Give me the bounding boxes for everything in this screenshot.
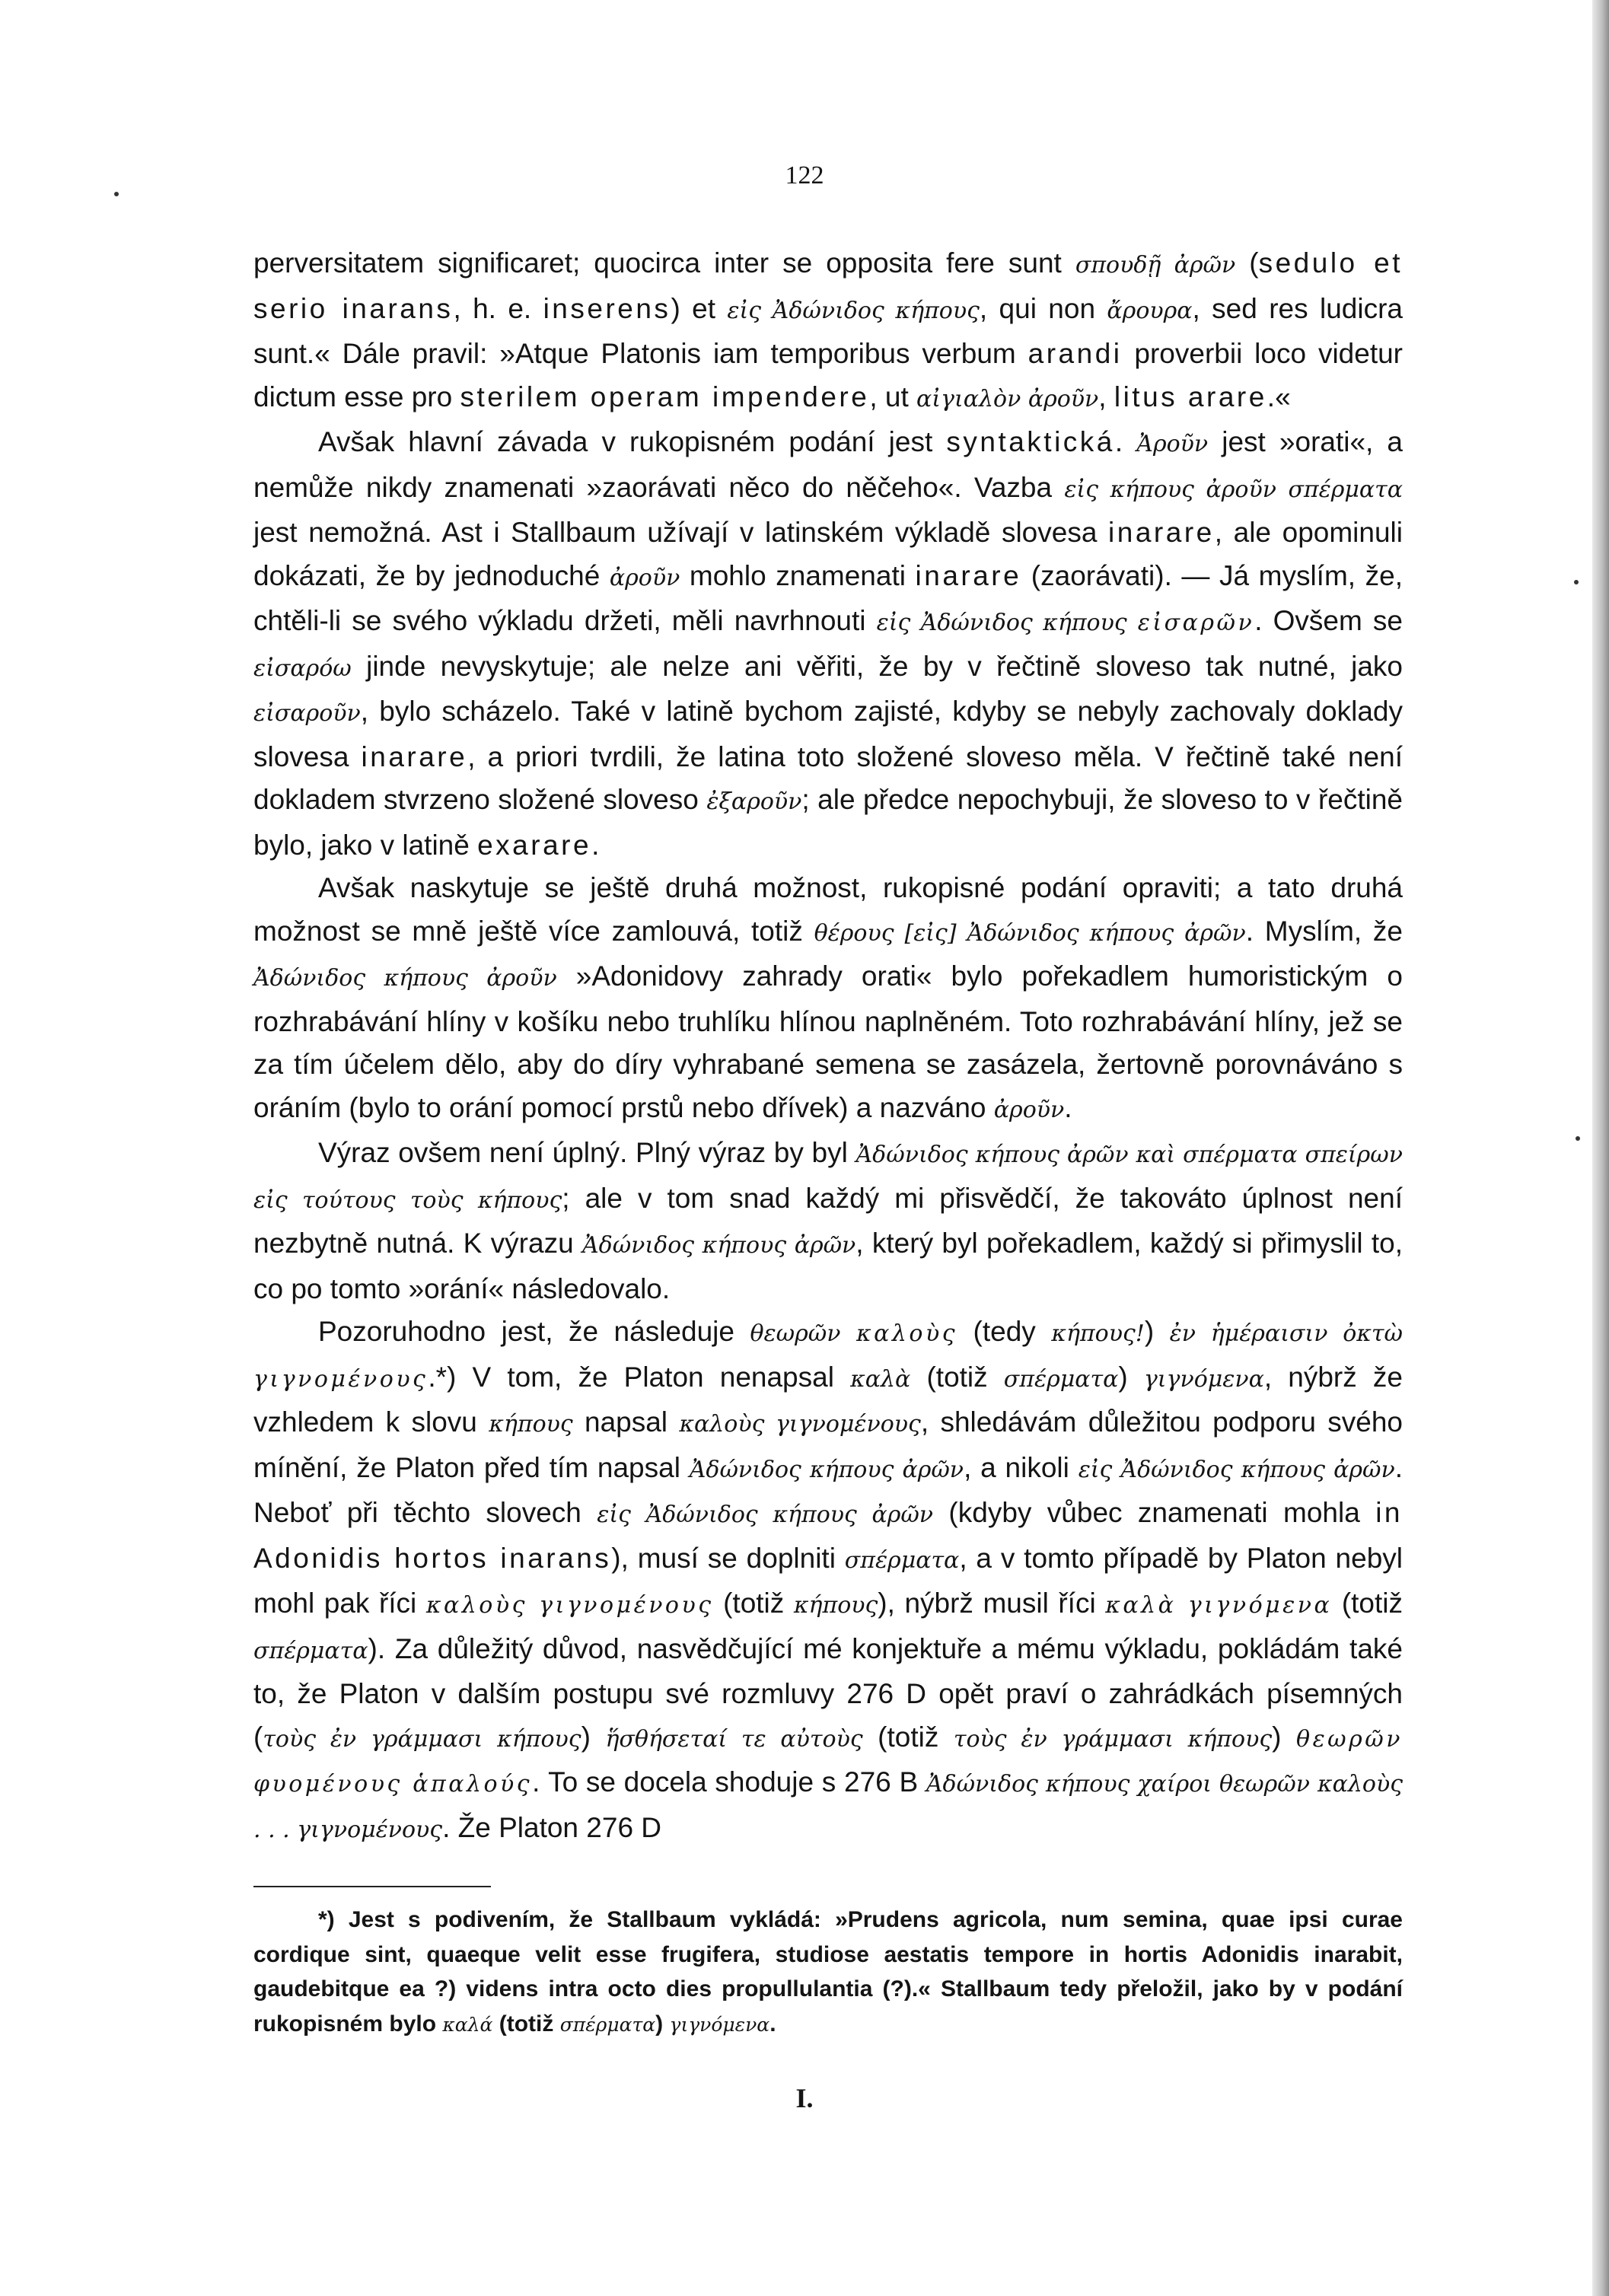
page-number: 122	[785, 161, 824, 189]
paragraph: Avšak hlavní závada v rukopisném podání jest syntaktická. Ἀροῦν jest »orati«, a nemůže nikdy znamenati »zaorávati něco do něčeho«. Vazba εἰς κήπους ἀροῦν σπέρματα jest nemožná. Ast i Stallbaum užívají v latinském výkladě slovesa inarare, ale opominuli dokázati, že by jednoduché ἀροῦν mohlo znamenati inarare (zaorávati). — Já myslím, že, chtěli-li se svého výkladu držeti, měli navrhnouti εἰς Ἀδώνιδος κήπους εἰσαρῶν. Ovšem se εἰσαρόω jinde nevyskytuje; ale nelze ani věřiti, že by v řečtině sloveso tak nutné, jako εἰσαροῦν, bylo scházelo. Také v latině bychom zajisté, kdyby se nebyly zachovaly doklady slovesa inarare, a priori tvrdili, že latina toto složené sloveso měla. V řečtině také není dokladem stvrzeno složené sloveso ἐξαροῦν; ale předce nepochybuji, že sloveso to v řečtině bylo, jako v latině exarare.	[253, 426, 1403, 861]
margin-dot	[114, 192, 119, 196]
footnote-divider	[253, 1886, 491, 1887]
margin-dot	[1574, 580, 1579, 584]
main-text	[253, 242, 1403, 1852]
footnote	[253, 1903, 1403, 2042]
page-edge-shadow	[1592, 0, 1609, 2296]
footnote-text: *) Jest s podivením, že Stallbaum vykládá: »Prudens agricola, num semina, quae ipsi curae cordique sint, quaeque velit esse frugifera, studiose aestatis tempore in hortis Adonidis inarabit, gaudebitque ea ?) videns intra octo dies propullulantia (?).« Stallbaum tedy přeložil, jako by v podání rukopisném bylo καλά (totiž σπέρματα) γιγνόμενα.	[253, 1907, 1403, 2036]
signature-mark: I.	[795, 2083, 814, 2113]
paragraph: perversitatem significaret; quocirca inter se opposita fere sunt σπουδῇ ἀρῶν (sedulo et serio inarans, h. e. inserens) et εἰς Ἀδώνιδος κήπους, qui non ἄρουρα, sed res ludicra sunt.« Dále pravil: »Atque Platonis iam temporibus verbum arandi proverbii loco videtur dictum esse pro sterilem operam impendere, ut αἰγιαλὸν ἀροῦν, litus arare.«	[253, 247, 1403, 412]
margin-dot	[1576, 1136, 1580, 1141]
paragraph: Výraz ovšem není úplný. Plný výraz by byl Ἀδώνιδος κήπους ἀρῶν καὶ σπέρματα σπείρων εἰς τούτους τοὺς κήπους; ale v tom snad každý mi přisvědčí, že takováto úplnost není nezbytně nutná. K výrazu Ἀδώνιδος κήπους ἀρῶν, který byl pořekadlem, každý si přimyslil to, co po tomto »orání« následovalo.	[253, 1137, 1403, 1304]
paragraph: Avšak naskytuje se ještě druhá možnost, rukopisné podání opraviti; a tato druhá možnost se mně ještě více zamlouvá, totiž θέρους [εἰς] Ἀδώνιδος κήπους ἀρῶν. Myslím, že Ἀδώνιδος κήπους ἀροῦν »Adonidovy zahrady orati« bylo pořekadlem humoristickým o rozhrabávání hlíny v košíku nebo truhlíku hlínou naplněném. Toto rozhrabávání hlíny, jež se za tím účelem dělo, aby do díry vyhrabané semena se zasázela, žertovně porovnáváno s oráním (bylo to orání pomocí prstů nebo dřívek) a nazváno ἀροῦν.	[253, 872, 1403, 1123]
paragraph: Pozoruhodno jest, že následuje θεωρῶν καλοὺς (tedy κήπους!) ἐν ἡμέραισιν ὀκτὼ γιγνομένους.*) V tom, že Platon nenapsal καλὰ (totiž σπέρματα) γιγνόμενα, nýbrž že vzhledem k slovu κήπους napsal καλοὺς γιγνομένους, shledávám důležitou podporu svého mínění, že Platon před tím napsal Ἀδώνιδος κήπους ἀρῶν, a nikoli εἰς Ἀδώνιδος κήπους ἀρῶν. Neboť při těchto slovech εἰς Ἀδώνιδος κήπους ἀρῶν (kdyby vůbec znamenati mohla in Adonidis hortos inarans), musí se doplniti σπέρματα, a v tomto případě by Platon nebyl mohl pak říci καλοὺς γιγνομένους (totiž κήπους), nýbrž musil říci καλὰ γιγνόμενα (totiž σπέρματα). Za důležitý důvod, nasvědčující mé konjektuře a mému výkladu, pokládám také to, že Platon v dalším postupu své rozmluvy 276 D opět praví o zahrádkách písemných (τοὺς ἐν γράμμασι κήπους) ἥσθήσεταί τε αὐτοὺς (totiž τοὺς ἐν γράμμασι κήπους) θεωρῶν φυομένους ἁπαλούς. To se docela shoduje s 276 B Ἀδώνιδος κήπους χαίροι θεωρῶν καλοὺς . . . γιγνομένους. Že Platon 276 D	[253, 1316, 1403, 1843]
